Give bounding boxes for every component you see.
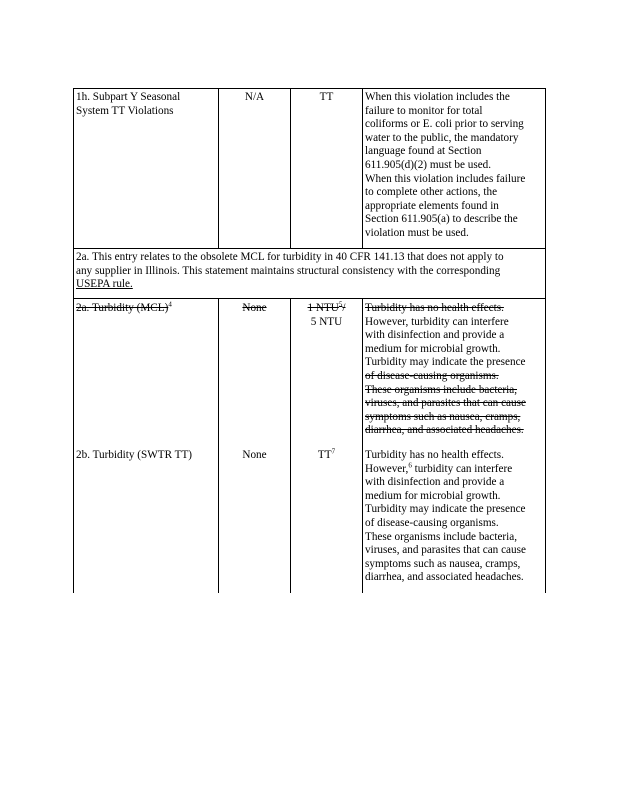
row-2a-level-struck: 1 NTU$^5$/ — [307, 300, 346, 314]
row-2b-contaminant: 2b. Turbidity (SWTR TT) — [76, 449, 193, 461]
table-left-border — [73, 88, 74, 593]
row-1h-contaminant: 1h. Subpart Y Seasonal System TT Violations — [76, 91, 181, 117]
column-divider-1 — [218, 88, 219, 249]
row-1h-mcl: N/A — [244, 91, 265, 103]
column-divider-3b — [362, 298, 363, 593]
column-divider-1b — [218, 298, 219, 593]
row-1h-level: TT — [319, 91, 334, 103]
note-2a: 2a. This entry relates to the obsolete MCL for turbidity in 40 CFR 141.13 that does not apply to any supplier in Illinois. This statement maintains structural consistency with the corresponding USEPA rule. — [76, 251, 504, 291]
row-2a-level: 1 NTU$^5$/ 5 NTU — [291, 302, 362, 329]
table-right-border — [545, 88, 546, 593]
row-divider-2 — [73, 298, 546, 299]
row-2a-mcl: None — [242, 302, 267, 314]
row-2b-health-line-2: However,$^6$ turbidity can interfere — [365, 460, 513, 475]
column-divider-3 — [362, 88, 363, 249]
column-divider-2 — [290, 88, 291, 249]
row-2a-contaminant: 2a. Turbidity (MCL)$^4$ — [76, 300, 172, 314]
row-1h-health-effects: When this violation includes the failure to monitor for total coliforms or E. coli prior to serving water to the public, the mandatory language found at Section 611.905(d)(2) must be used. When this violation includes failure to complete other actions, the appropriate elements found in Section 611.905(a) to describe the violation must be used. — [365, 91, 526, 239]
row-2b-health-effects: Turbidity has no health effects. However,$^6$ turbidity can interfere with disinfection and provide a medium for microbial growth. Turbidity may indicate the presence of disease-causing organisms. These organisms include bacteria, viruses, and parasites that can cause symptoms such as nausea, cramps, diarrhea, and associated headaches. — [365, 449, 545, 585]
row-2a-health-effects: Turbidity has no health effects. However, turbidity can interfere with disinfection and provide a medium for microbial growth. Turbidity may indicate the presence of disease-causing organisms. These organisms include bacteria, viruses, and parasites that can cause symptoms such as nausea, cramps, diarrhea, and associated headaches. — [365, 302, 526, 437]
row-2b-level: $TT^7$ — [317, 447, 336, 461]
row-2b-mcl: None — [242, 449, 267, 461]
row-divider-1 — [73, 248, 546, 249]
column-divider-2b — [290, 298, 291, 593]
table-top-border — [73, 88, 546, 89]
